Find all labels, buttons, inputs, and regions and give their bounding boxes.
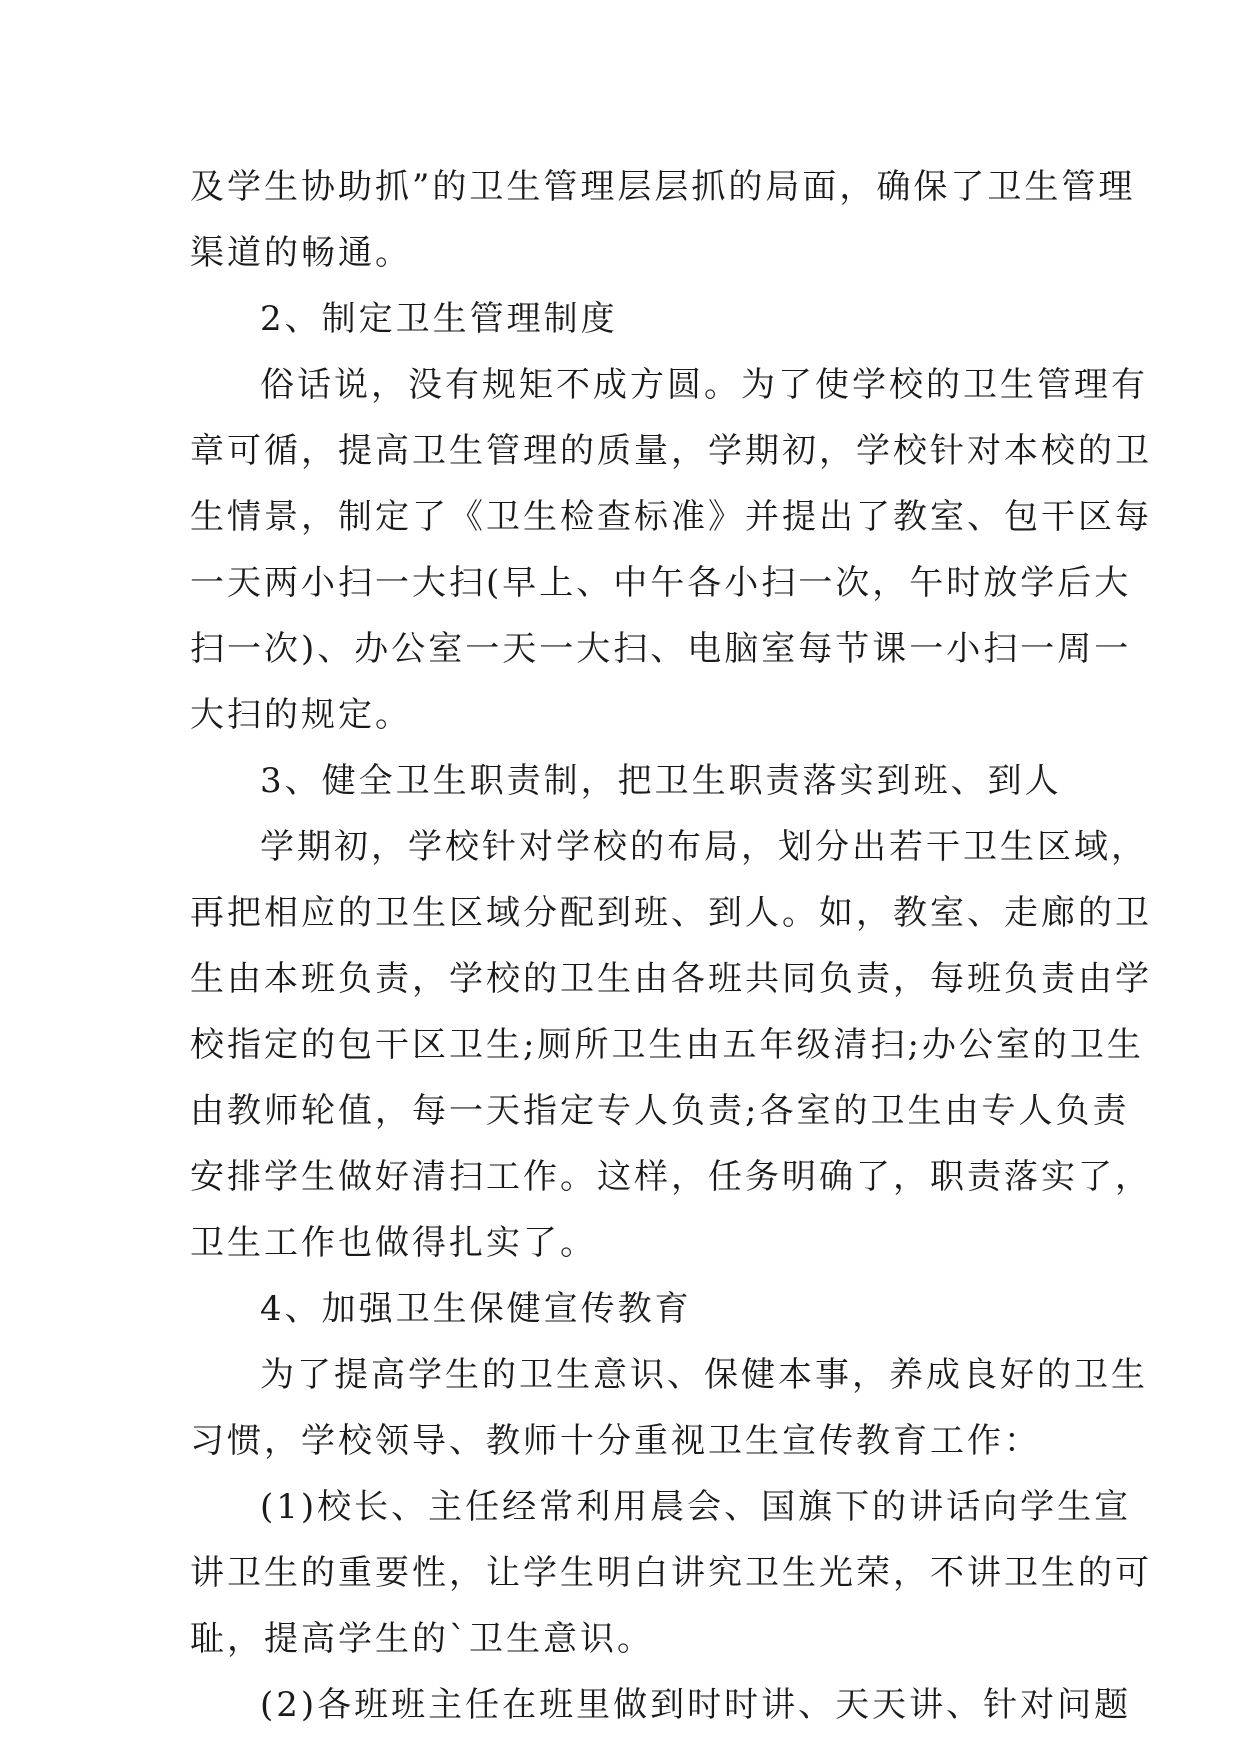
text-line: 由教师轮值，每一天指定专人负责;各室的卫生由专人负责 (190, 1091, 1130, 1131)
text-line: 安排学生做好清扫工作。这样，任务明确了，职责落实了， (190, 1157, 1152, 1197)
text-line: 卫生工作也做得扎实了。 (190, 1223, 597, 1263)
text-line: 习惯，学校领导、教师十分重视卫生宣传教育工作： (190, 1421, 1041, 1461)
text-line: 俗话说，没有规矩不成方圆。为了使学校的卫生管理有 (260, 365, 1148, 405)
text-line: 大扫的规定。 (190, 695, 412, 735)
text-line: 渠道的畅通。 (190, 233, 412, 273)
text-line: 耻，提高学生的`卫生意识。 (190, 1619, 654, 1659)
section-heading: 2、制定卫生管理制度 (260, 299, 618, 339)
section-heading: 4、加强卫生保健宣传教育 (260, 1289, 692, 1329)
text-line: 章可循，提高卫生管理的质量，学期初，学校针对本校的卫 (190, 431, 1152, 471)
text-line: 生情景，制定了《卫生检查标准》并提出了教室、包干区每 (190, 497, 1152, 537)
text-line: 一天两小扫一大扫(早上、中午各小扫一次，午时放学后大 (190, 563, 1132, 603)
document-body (190, 154, 1152, 1738)
text-line: 扫一次)、办公室一天一大扫、电脑室每节课一小扫一周一 (190, 629, 1132, 669)
text-line: 生由本班负责，学校的卫生由各班共同负责，每班负责由学 (190, 959, 1152, 999)
text-line: 为了提高学生的卫生意识、保健本事，养成良好的卫生 (260, 1355, 1148, 1395)
text-line: 学期初，学校针对学校的布局，划分出若干卫生区域， (260, 827, 1148, 867)
text-line: 再把相应的卫生区域分配到班、到人。如，教室、走廊的卫 (190, 893, 1152, 933)
text-line: (2)各班班主任在班里做到时时讲、天天讲、针对问题 (260, 1685, 1132, 1725)
text-line: (1)校长、主任经常利用晨会、国旗下的讲话向学生宣 (260, 1487, 1132, 1527)
text-line: 校指定的包干区卫生;厕所卫生由五年级清扫;办公室的卫生 (190, 1025, 1144, 1065)
text-line: 及学生协助抓”的卫生管理层层抓的局面，确保了卫生管理 (190, 167, 1136, 207)
text-line: 讲卫生的重要性，让学生明白讲究卫生光荣，不讲卫生的可 (190, 1553, 1152, 1593)
section-heading: 3、健全卫生职责制，把卫生职责落实到班、到人 (260, 761, 1062, 801)
